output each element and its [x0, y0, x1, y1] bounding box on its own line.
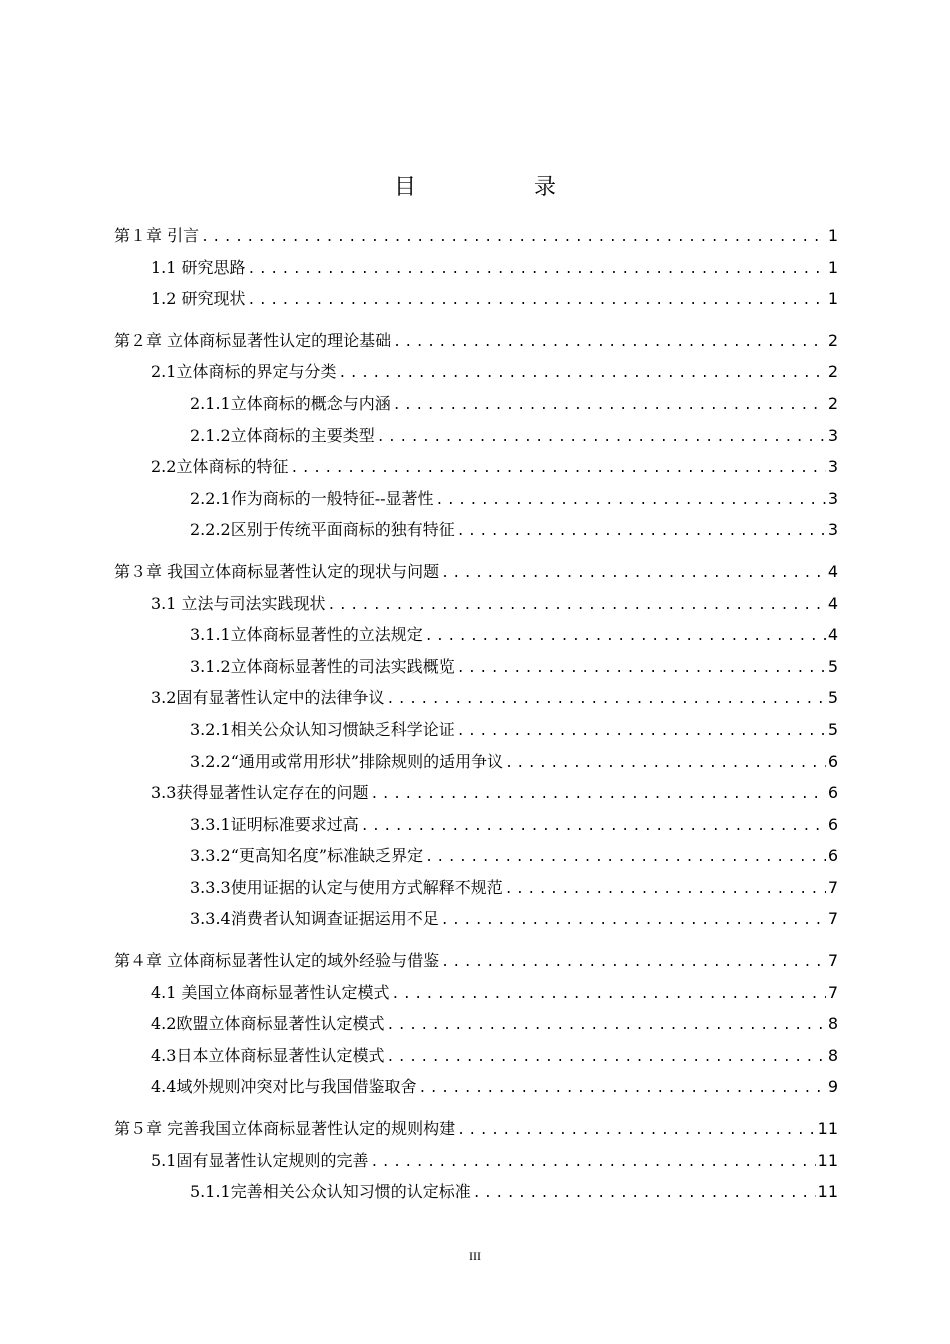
- toc-dot-leader: [393, 390, 826, 422]
- toc-entry-page: 7: [827, 877, 838, 897]
- table-of-contents: [114, 220, 838, 1208]
- toc-entry-label: 3.1.2立体商标显著性的司法实践概览: [190, 656, 455, 676]
- toc-section-entry[interactable]: [114, 1008, 838, 1040]
- toc-entry-label: 3.3.2“更高知名度”标准缺乏界定: [190, 846, 424, 866]
- page-number: III: [469, 1249, 481, 1263]
- toc-entry-page: 4: [827, 625, 838, 645]
- toc-dot-leader: [441, 558, 826, 590]
- toc-section-entry[interactable]: [114, 252, 838, 284]
- toc-section-entry[interactable]: [114, 1145, 838, 1177]
- toc-dot-leader: [457, 653, 826, 685]
- toc-section-entry[interactable]: [114, 1040, 838, 1072]
- toc-dot-leader: [201, 222, 826, 254]
- toc-chapter-entry[interactable]: [114, 945, 838, 977]
- toc-entry-page: 6: [827, 846, 838, 866]
- toc-dot-leader: [441, 947, 826, 979]
- toc-section-entry[interactable]: [114, 451, 838, 483]
- toc-title: 目 录: [393, 175, 604, 200]
- toc-dot-leader: [248, 285, 826, 317]
- toc-entry-label: 3.3.3使用证据的认定与使用方式解释不规范: [190, 877, 503, 897]
- toc-entry-page: 6: [827, 783, 838, 803]
- toc-entry-label: 1.2 研究现状: [151, 289, 246, 309]
- toc-entry-label: 4.4域外规则冲突对比与我国借鉴取舍: [151, 1077, 417, 1097]
- toc-section-entry[interactable]: [114, 651, 838, 683]
- toc-section-entry[interactable]: [114, 746, 838, 778]
- toc-entry-page: 5: [827, 688, 838, 708]
- toc-entry-page: 3: [827, 425, 838, 445]
- toc-entry-label: 4.2欧盟立体商标显著性认定模式: [151, 1014, 385, 1034]
- toc-entry-label: 3.1.1立体商标显著性的立法规定: [190, 625, 423, 645]
- toc-entry-page: 7: [827, 982, 838, 1002]
- toc-entry-label: 2.2.1作为商标的一般特征--显著性: [190, 488, 434, 508]
- toc-entry-label: 3.2固有显著性认定中的法律争议: [151, 688, 385, 708]
- toc-dot-leader: [370, 779, 825, 811]
- toc-dot-leader: [377, 422, 826, 454]
- toc-entry-label: 1.1 研究思路: [151, 257, 246, 277]
- toc-entry-label: 第３章 我国立体商标显著性认定的现状与问题: [114, 561, 440, 581]
- toc-chapter-entry[interactable]: [114, 325, 838, 357]
- toc-dot-leader: [290, 453, 825, 485]
- toc-entry-page: 2: [827, 330, 838, 350]
- toc-entry-page: 4: [827, 561, 838, 581]
- toc-section-entry[interactable]: [114, 388, 838, 420]
- toc-section-entry[interactable]: [114, 356, 838, 388]
- toc-entry-label: 5.1.1完善相关公众认知习惯的认定标准: [190, 1182, 471, 1202]
- toc-section-entry[interactable]: [114, 514, 838, 546]
- toc-entry-page: 8: [827, 1014, 838, 1034]
- toc-entry-page: 2: [827, 362, 838, 382]
- toc-entry-label: 第４章 立体商标显著性认定的域外经验与借鉴: [114, 951, 440, 971]
- toc-chapter-entry[interactable]: [114, 1113, 838, 1145]
- toc-entry-page: 8: [827, 1045, 838, 1065]
- toc-dot-leader: [425, 842, 826, 874]
- toc-entry-page: 9: [827, 1077, 838, 1097]
- toc-dot-leader: [436, 485, 826, 517]
- toc-entry-page: 7: [827, 909, 838, 929]
- toc-section-entry[interactable]: [114, 1071, 838, 1103]
- toc-dot-leader: [248, 254, 826, 286]
- toc-entry-page: 1: [827, 257, 838, 277]
- toc-dot-leader: [505, 874, 826, 906]
- toc-dot-leader: [328, 590, 826, 622]
- toc-entry-label: 3.2.2“通用或常用形状”排除规则的适用争议: [190, 751, 504, 771]
- toc-dot-leader: [392, 979, 826, 1011]
- toc-entry-page: 5: [827, 656, 838, 676]
- toc-entry-label: 4.3日本立体商标显著性认定模式: [151, 1045, 385, 1065]
- toc-entry-label: 第５章 完善我国立体商标显著性认定的规则构建: [114, 1119, 456, 1139]
- toc-section-entry[interactable]: [114, 840, 838, 872]
- toc-entry-label: 2.2.2区别于传统平面商标的独有特征: [190, 520, 455, 540]
- toc-section-entry[interactable]: [114, 1176, 838, 1208]
- toc-dot-leader: [457, 716, 826, 748]
- toc-entry-page: 11: [817, 1182, 838, 1202]
- toc-entry-label: 5.1固有显著性认定规则的完善: [151, 1150, 369, 1170]
- toc-entry-page: 7: [827, 951, 838, 971]
- toc-entry-label: 3.3获得显著性认定存在的问题: [151, 783, 369, 803]
- toc-section-entry[interactable]: [114, 872, 838, 904]
- toc-dot-leader: [386, 1042, 825, 1074]
- toc-section-entry[interactable]: [114, 977, 838, 1009]
- toc-entry-page: 2: [827, 393, 838, 413]
- toc-dot-leader: [425, 621, 826, 653]
- toc-dot-leader: [457, 516, 826, 548]
- toc-entry-label: 4.1 美国立体商标显著性认定模式: [151, 982, 390, 1002]
- toc-dot-leader: [386, 684, 825, 716]
- toc-entry-label: 2.1立体商标的界定与分类: [151, 362, 337, 382]
- toc-section-entry[interactable]: [114, 619, 838, 651]
- toc-section-entry[interactable]: [114, 420, 838, 452]
- toc-entry-page: 11: [817, 1150, 838, 1170]
- toc-section-entry[interactable]: [114, 714, 838, 746]
- toc-dot-leader: [361, 811, 826, 843]
- toc-dot-leader: [418, 1073, 825, 1105]
- toc-entry-label: 3.3.4消费者认知调查证据运用不足: [190, 909, 439, 929]
- toc-entry-page: 4: [827, 593, 838, 613]
- toc-dot-leader: [393, 327, 826, 359]
- toc-section-entry[interactable]: [114, 809, 838, 841]
- toc-dot-leader: [457, 1115, 816, 1147]
- toc-entry-page: 6: [827, 751, 838, 771]
- toc-dot-leader: [473, 1178, 816, 1210]
- toc-entry-label: 2.2立体商标的特征: [151, 457, 289, 477]
- toc-entry-page: 5: [827, 719, 838, 739]
- toc-entry-label: 2.1.2立体商标的主要类型: [190, 425, 375, 445]
- toc-entry-page: 11: [817, 1119, 838, 1139]
- toc-entry-label: 3.1 立法与司法实践现状: [151, 593, 326, 613]
- toc-section-entry[interactable]: [114, 483, 838, 515]
- toc-entry-page: 3: [827, 457, 838, 477]
- toc-section-entry[interactable]: [114, 903, 838, 935]
- toc-entry-page: 1: [827, 226, 838, 245]
- toc-entry-page: 3: [827, 488, 838, 508]
- toc-section-entry[interactable]: [114, 588, 838, 620]
- toc-dot-leader: [441, 905, 826, 937]
- toc-dot-leader: [505, 748, 826, 780]
- toc-entry-page: 6: [827, 814, 838, 834]
- toc-chapter-entry[interactable]: [114, 220, 838, 252]
- toc-section-entry[interactable]: [114, 283, 838, 315]
- toc-entry-label: 第１章 引言: [114, 226, 200, 245]
- toc-dot-leader: [370, 1147, 815, 1179]
- toc-entry-page: 1: [827, 289, 838, 309]
- toc-entry-label: 第２章 立体商标显著性认定的理论基础: [114, 330, 392, 350]
- toc-dot-leader: [338, 358, 825, 390]
- toc-entry-label: 3.2.1相关公众认知习惯缺乏科学论证: [190, 719, 455, 739]
- toc-section-entry[interactable]: [114, 777, 838, 809]
- toc-chapter-entry[interactable]: [114, 556, 838, 588]
- toc-entry-label: 2.1.1立体商标的概念与内涵: [190, 393, 391, 413]
- toc-entry-page: 3: [827, 520, 838, 540]
- toc-dot-leader: [386, 1010, 825, 1042]
- toc-entry-label: 3.3.1证明标准要求过高: [190, 814, 359, 834]
- toc-section-entry[interactable]: [114, 682, 838, 714]
